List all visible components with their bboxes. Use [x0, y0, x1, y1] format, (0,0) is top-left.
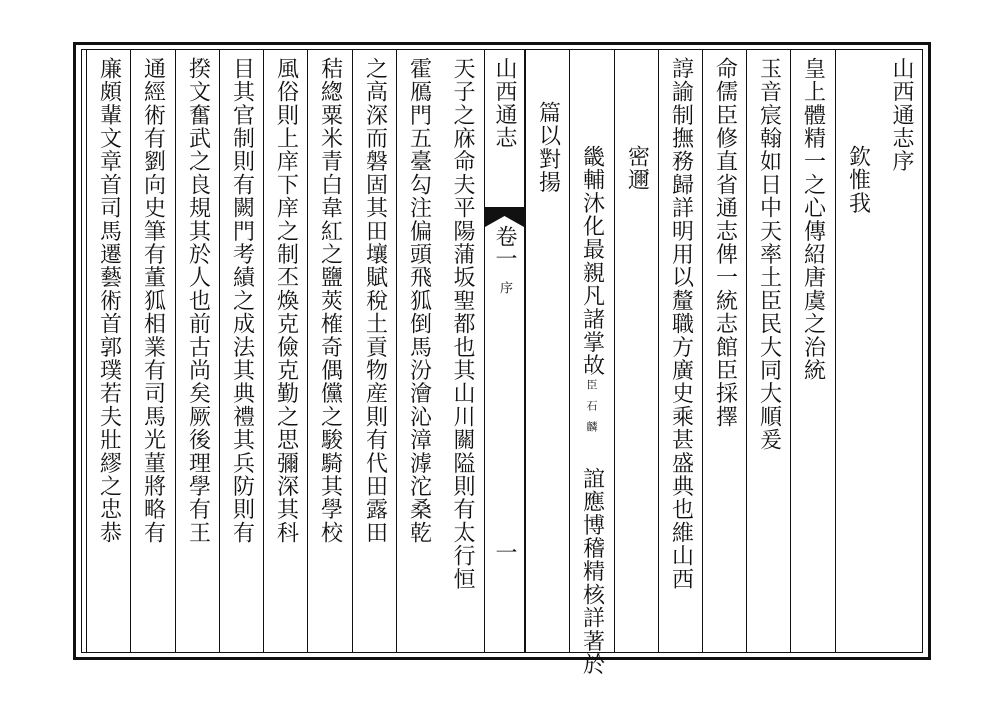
text-column [175, 49, 219, 653]
text-column [440, 49, 484, 653]
column-text: 天子之庥命夫平陽蒲坂聖都也其山川關隘則有太行恒 [450, 57, 475, 591]
column-text-tail: 誼應博稽精核詳著於 [579, 467, 605, 676]
text-column [219, 49, 263, 653]
column-text: 目其官制則有闕門考績之成法其典禮其兵防則有 [229, 57, 255, 545]
column-text: 皇上體精一之心傳紹唐虞之治統 [800, 57, 826, 382]
fishtail-mark-icon [485, 207, 524, 227]
text-column [746, 49, 790, 653]
column-text: 畿輔沐化最親凡諸掌故 [579, 145, 605, 377]
column-text: 欽惟我 [845, 145, 871, 215]
text-column [130, 49, 174, 653]
column-text: 命儒臣修直省通志俾一統志館臣採擇 [712, 57, 738, 429]
column-text: 秸緫粟米青白韋紅之鹽莢榷奇偶儻之駿騎其學校 [317, 57, 343, 545]
volume-label: 卷一 [492, 225, 517, 269]
text-column [352, 49, 396, 653]
text-column [658, 49, 702, 653]
column-text: 密邇 [624, 145, 650, 192]
text-column [835, 49, 879, 653]
book-title: 山西通志 [492, 57, 517, 149]
column-text: 風俗則上庠下庠之制丕煥克儉克勤之思彌深其科 [273, 57, 299, 545]
text-column [525, 49, 569, 653]
column-text: 篇以對揚 [535, 101, 561, 194]
column-text: 通經術有劉向史筆有董狐相業有司馬光菫將略有 [140, 57, 166, 545]
page-number: 一 [492, 541, 517, 563]
section-label: 序 [497, 281, 512, 294]
text-column [396, 49, 440, 653]
column-text: 諄諭制撫務歸詳明用以釐職方廣史乘甚盛典也維山西 [668, 57, 694, 591]
column-text: 霍鴈門五臺勾注偏頭飛狐倒馬汾澮沁漳滹沱桑乾 [406, 57, 432, 545]
text-column [569, 49, 613, 676]
text-column [307, 49, 351, 653]
text-column [702, 49, 746, 653]
column-text: 山西通志序 [889, 57, 914, 173]
minister-name-note: 臣石麟 [585, 379, 598, 442]
column-text: 揆文奮武之良規其於人也前古尚矣厥後理學有王 [185, 57, 211, 545]
column-text: 廉頗輩文章首司馬遷藝術首郭璞若夫壯繆之忠恭 [96, 57, 122, 545]
column-text: 玉音宸翰如日中天率土臣民大同大順爰 [756, 57, 782, 452]
text-column [790, 49, 834, 653]
column-text: 之高深而磐固其田壤賦稅土貢物産則有代田露田 [362, 57, 388, 545]
center-band [484, 49, 525, 653]
text-column [263, 49, 307, 653]
text-column [86, 49, 130, 653]
text-column [614, 49, 658, 653]
text-column [879, 49, 923, 653]
